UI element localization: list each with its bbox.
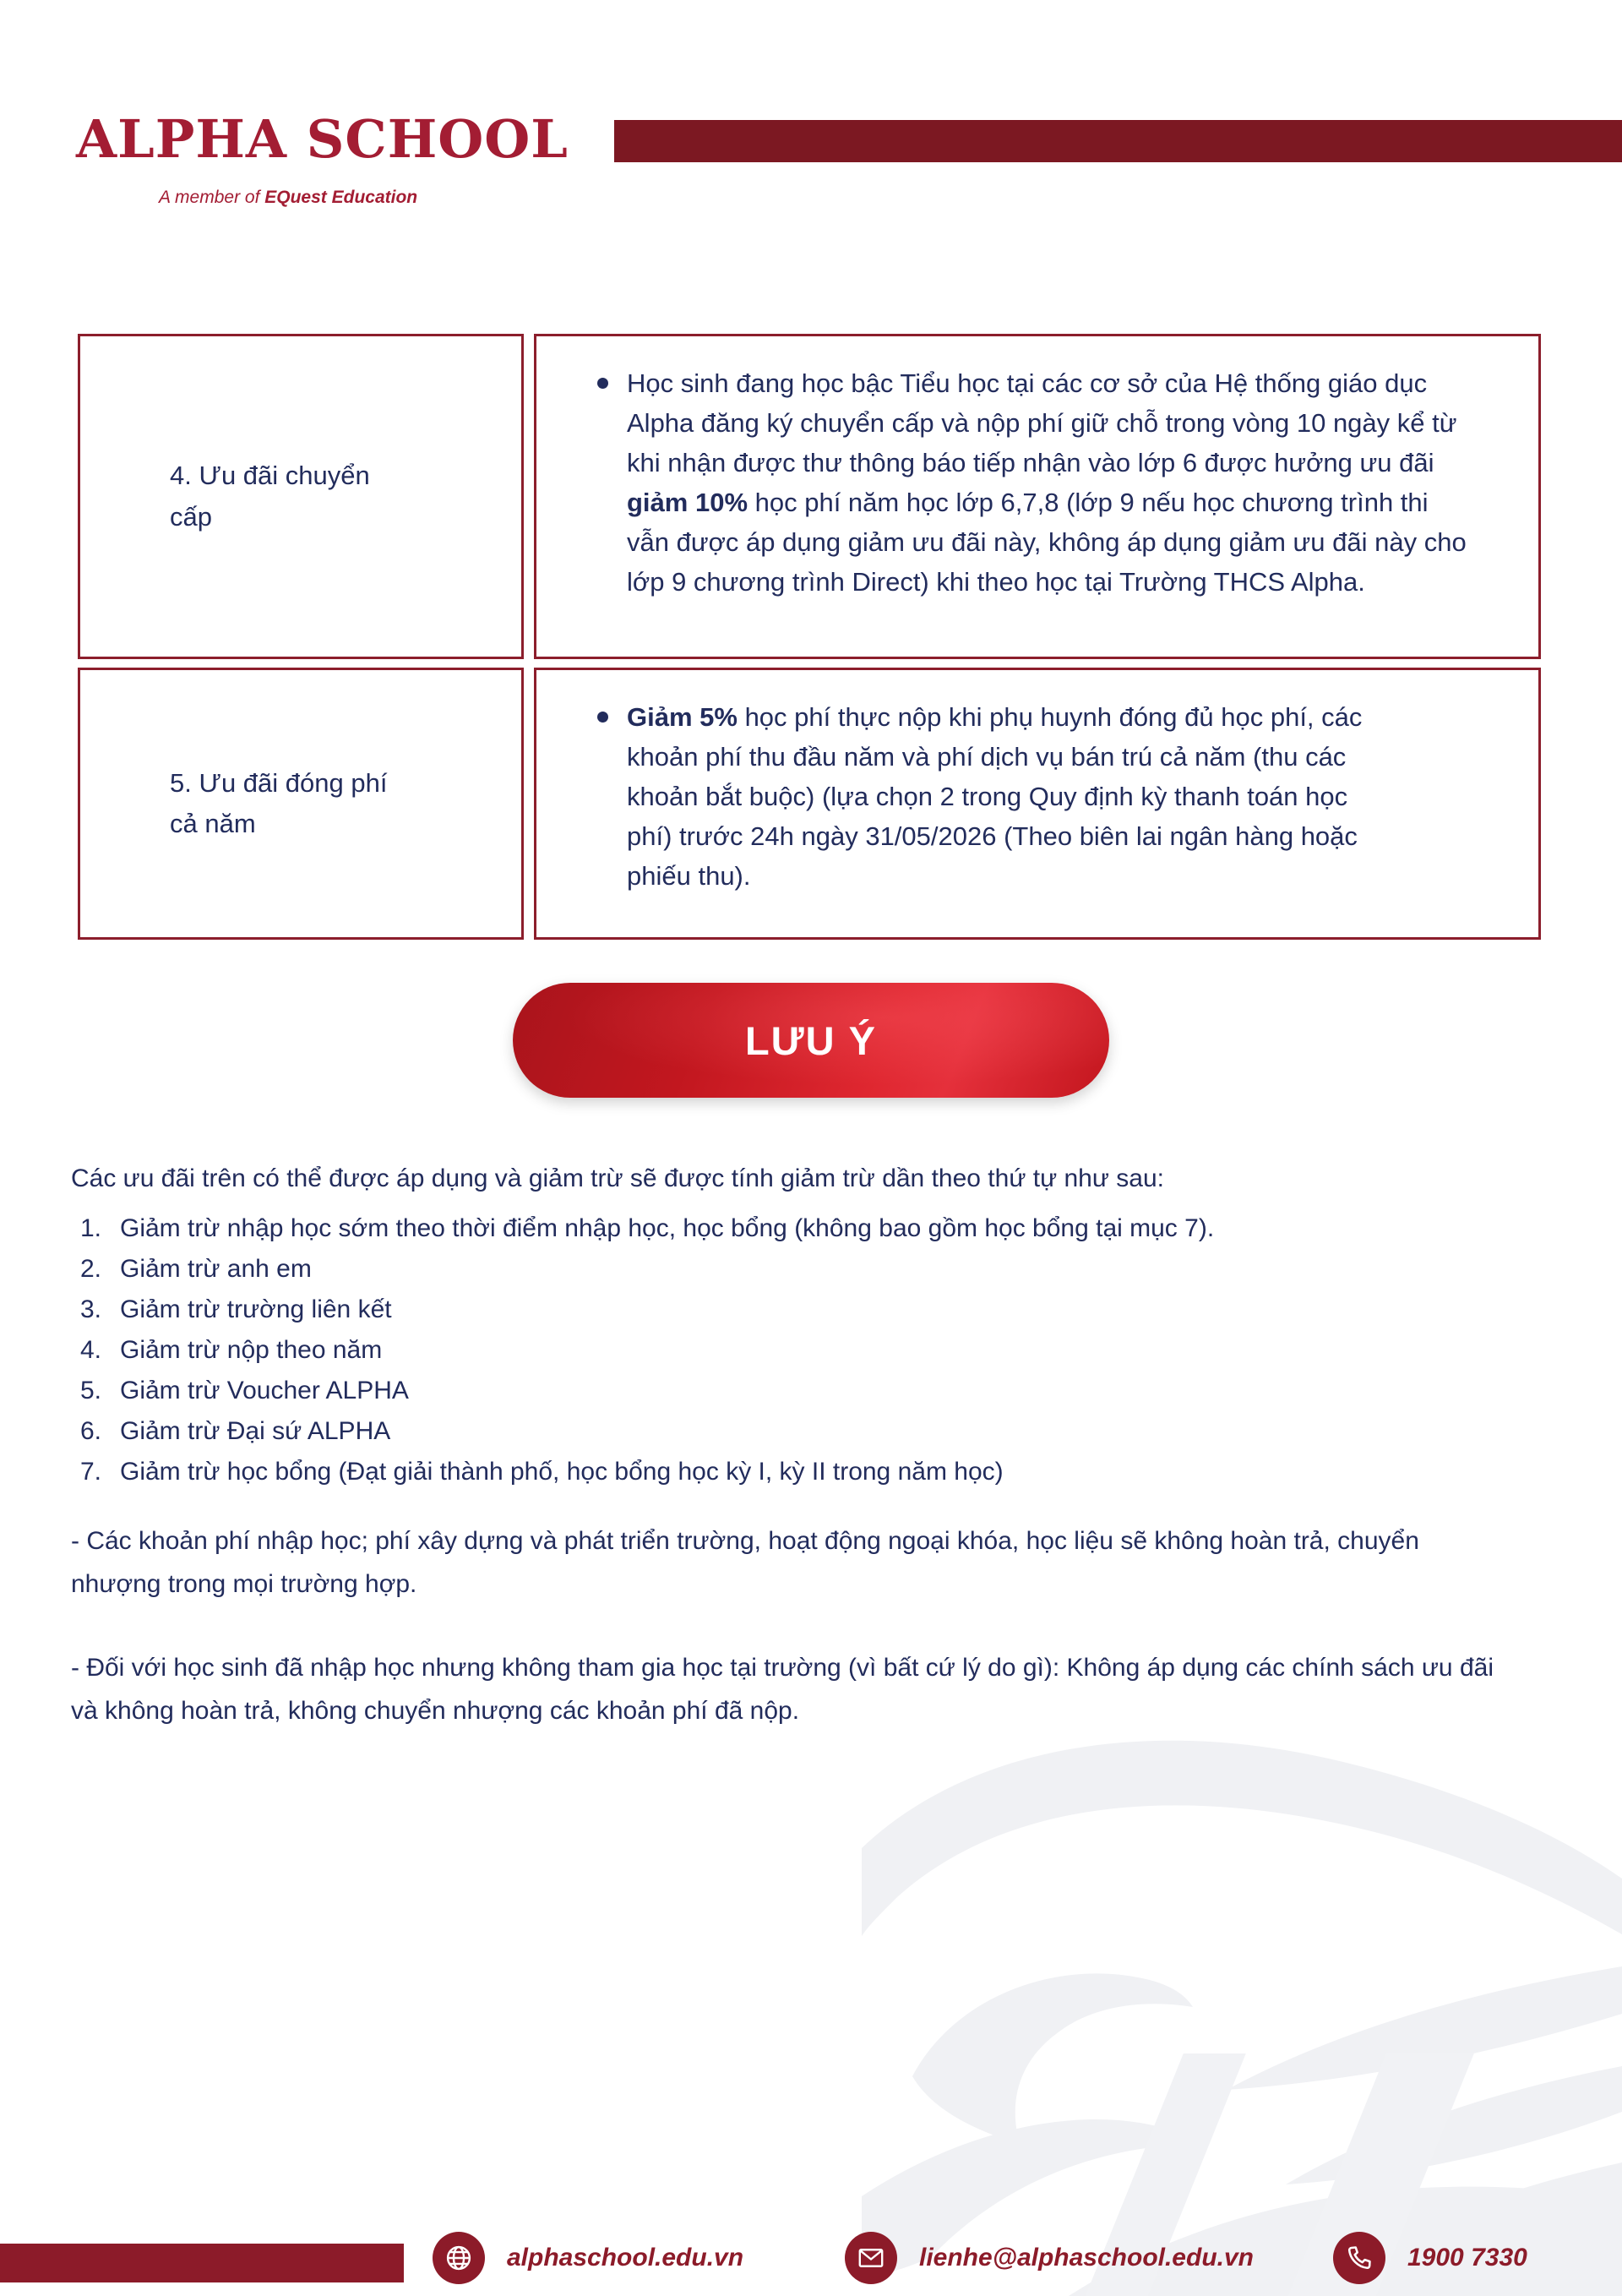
note-paragraph-enrolled: - Đối với học sinh đã nhập học nhưng không tham gia học tại trường (vì bất cứ lý do gì): Không áp dụng các chính sách ưu đãi và không hoàn trả, không chuyển nhượng các khoản phí đã nộp. [71,1654,1494,1725]
list-item-number: 6. [80,1417,102,1445]
footer-email-text: lienhe@alphaschool.edu.vn [919,2244,1254,2271]
envelope-icon [845,2232,897,2284]
bullet-icon [597,378,608,389]
footer-phone-link[interactable] [1333,2231,1527,2285]
list-item-text: Giảm trừ trường liên kết [120,1295,392,1323]
list-item-text: Giảm trừ anh em [120,1255,312,1283]
note-badge [513,983,1109,1098]
header-red-bar [614,120,1622,162]
tagline-brand: EQuest Education [264,188,418,207]
footer-website-link[interactable] [433,2231,743,2285]
footer-website-text: alphaschool.edu.vn [507,2244,744,2271]
row5-text-post: học phí thực nộp khi phụ huynh đóng đủ học phí, các khoản phí thu đầu năm và phí dịch vụ bán trú cả năm (thu các khoản bắt buộc) (lựa chọn 2 trong Quy định kỳ thanh toán học phí) trước 24h ngày 31/05/2026 (Theo biên lai ngân hàng hoặc phiếu thu). [627,702,1363,891]
list-item-number: 3. [80,1295,102,1323]
list-item [80,1452,1214,1492]
logo-tagline [159,188,417,208]
table-row4-label-cell [78,334,524,659]
eagle-watermark [862,1713,1622,2296]
list-item-text: Giảm trừ Đại sứ ALPHA [120,1417,391,1445]
row4-bullet-item [597,363,1513,602]
list-item [80,1208,1214,1249]
list-item-number: 5. [80,1377,102,1404]
list-item [80,1249,1214,1290]
row5-text-bold: Giảm 5% [627,702,738,732]
list-item-number: 1. [80,1214,102,1242]
row4-text-bold: giảm 10% [627,488,748,517]
list-item [80,1290,1214,1330]
list-item-number: 2. [80,1255,102,1283]
footer-phone-text: 1900 7330 [1407,2244,1527,2271]
footer-email-link[interactable] [845,2231,1254,2285]
table-row5-content-cell [534,668,1541,940]
list-item-number: 7. [80,1458,102,1486]
list-item-text: Giảm trừ nhập học sớm theo thời điểm nhập học, học bổng (không bao gồm học bổng tại mục 7). [120,1214,1215,1242]
row4-text-pre: Học sinh đang học bậc Tiểu học tại các cơ sở của Hệ thống giáo dục Alpha đăng ký chuyển cấp và nộp phí giữ chỗ trong vòng 10 ngày kể từ khi nhận được thư thông báo tiếp nhận vào lớp 6 được hưởng ưu đãi [627,368,1457,477]
bullet-icon [597,712,608,723]
globe-icon [433,2232,485,2284]
notes-intro: Các ưu đãi trên có thể được áp dụng và giảm trừ sẽ được tính giảm trừ dần theo thứ tự như sau: [71,1164,1164,1192]
alpha-school-logo: ALPHA SCHOOL [76,108,569,170]
footer-red-bar [0,2244,404,2282]
row5-text [627,697,1391,896]
row4-text-post: học phí năm học lớp 6,7,8 (lớp 9 nếu học chương trình thi vẫn được áp dụng giảm ưu đãi này, không áp dụng giảm ưu đãi này cho lớp 9 chương trình Direct) khi theo học tại Trường THCS Alpha. [627,488,1467,597]
table-row5-label-cell [78,668,524,940]
list-item-text: Giảm trừ Voucher ALPHA [120,1377,409,1404]
table-row4-content-cell [534,334,1541,659]
phone-icon [1333,2232,1385,2284]
note-badge-label: LƯU Ý [744,1017,878,1063]
row4-label: 4. Ưu đãi chuyển cấp [170,461,370,532]
list-item-text: Giảm trừ học bổng (Đạt giải thành phố, học bổng học kỳ I, kỳ II trong năm học) [120,1458,1004,1486]
notes-list [80,1208,1214,1492]
row5-label: 5. Ưu đãi đóng phí cả năm [170,767,388,838]
list-item-number: 4. [80,1336,102,1364]
note-paragraph-fees: - Các khoản phí nhập học; phí xây dựng và phát triển trường, hoạt động ngoại khóa, học liệu sẽ không hoàn trả, chuyển nhượng trong mọi trường hợp. [71,1527,1419,1598]
row4-text [627,363,1472,602]
list-item [80,1411,1214,1452]
row5-bullet-item [597,697,1513,896]
list-item-text: Giảm trừ nộp theo năm [120,1336,383,1364]
list-item [80,1371,1214,1411]
tagline-prefix: A member of [159,188,265,207]
list-item [80,1330,1214,1371]
